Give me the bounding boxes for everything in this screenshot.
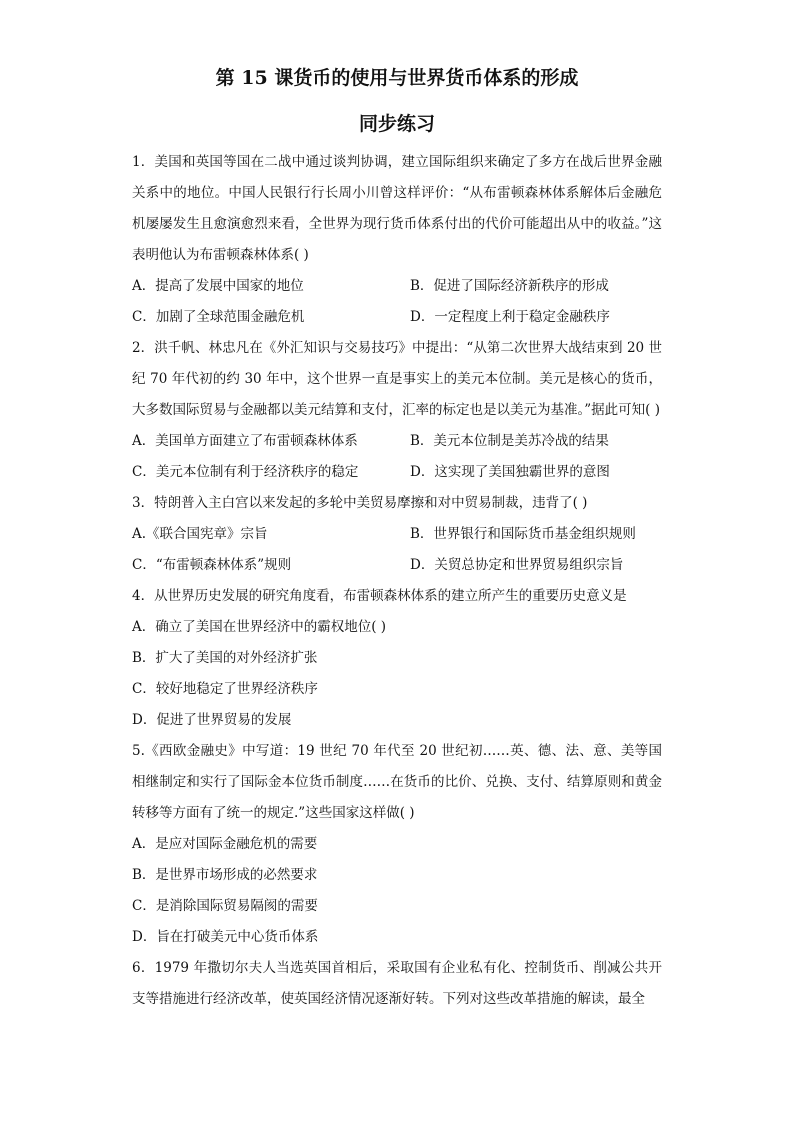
question-1-option-c: C．加剧了全球范围金融危机 (132, 309, 305, 325)
question-5 (132, 736, 662, 953)
question-1-option-d: D．一定程度上利于稳定金融秩序 (410, 309, 610, 325)
question-4-option-c: C．较好地稳定了世界经济秩序 (132, 681, 318, 697)
question-3-options-row-2 (132, 550, 662, 581)
question-1-options-row-1 (132, 271, 662, 302)
question-5-option-a: A．是应对国际金融危机的需要 (132, 836, 318, 852)
question-3-option-a: A.《联合国宪章》宗旨 (132, 526, 268, 542)
question-2-text: 2．洪千帆、林忠凡在《外汇知识与交易技巧》中提出：“从第二次世界大战结束到 20 世纪 70 年代初的约 30 年中，这个世界一直是事实上的美元本位制。美元是核心的货币，大多数国际贸易与金融都以美元结算和支付，汇率的标定也是以美元为基准。”据此可知( ) (132, 340, 662, 418)
question-5-option-c: C．是消除国际贸易隔阂的需要 (132, 898, 318, 914)
question-3-option-d: D．关贸总协定和世界贸易组织宗旨 (410, 557, 624, 573)
question-1-text: 1．美国和英国等国在二战中通过谈判协调，建立国际组织来确定了多方在战后世界金融关系中的地位。中国人民银行行长周小川曾这样评价：“从布雷顿森林体系解体后金融危机屡屡发生且愈演愈烈来看，全世界为现行货币体系付出的代价可能超出从中的收益。”这表明他认为布雷顿森林体系( ) (132, 154, 662, 263)
question-2-options-row-2 (132, 457, 662, 488)
question-1-option-b: B．促进了国际经济新秩序的形成 (410, 278, 609, 294)
question-3 (132, 488, 662, 581)
question-4 (132, 581, 662, 736)
question-3-options-row-1 (132, 519, 662, 550)
question-2-options-row-1 (132, 426, 662, 457)
document-content (132, 64, 662, 1015)
question-1-options-row-2 (132, 302, 662, 333)
question-4-text: 4．从世界历史发展的研究角度看，布雷顿森林体系的建立所产生的重要历史意义是 (132, 588, 627, 604)
question-3-option-c: C．“布雷顿森林体系”规则 (132, 557, 292, 573)
question-1 (132, 147, 662, 333)
question-6 (132, 953, 662, 1015)
document-subtitle: 同步练习 (358, 113, 435, 135)
question-3-option-b: B．世界银行和国际货币基金组织规则 (410, 526, 636, 542)
question-4-option-b: B．扩大了美国的对外经济扩张 (132, 650, 318, 666)
question-3-text: 3．特朗普入主白宫以来发起的多轮中美贸易摩擦和对中贸易制裁，违背了( ) (132, 495, 588, 511)
question-5-option-b: B．是世界市场形成的必然要求 (132, 867, 318, 883)
question-5-option-d: D．旨在打破美元中心货币体系 (132, 929, 319, 945)
question-2-option-d: D．这实现了美国独霸世界的意图 (410, 464, 610, 480)
question-1-option-a: A．提高了发展中国家的地位 (132, 278, 304, 294)
question-4-option-d: D．促进了世界贸易的发展 (132, 712, 292, 728)
question-6-text: 6．1979 年撒切尔夫人当选英国首相后，采取国有企业私有化、控制货币、削减公共开支等措施进行经济改革，使英国经济情况逐渐好转。下列对这些改革措施的解读，最全 (132, 960, 662, 1007)
question-2-option-b: B．美元本位制是美苏冷战的结果 (410, 433, 609, 449)
document-title: 第 15 课货币的使用与世界货币体系的形成 (215, 67, 579, 89)
question-4-option-a: A．确立了美国在世界经济中的霸权地位( ) (132, 619, 387, 635)
question-2 (132, 333, 662, 488)
question-2-option-a: A．美国单方面建立了布雷顿森林体系 (132, 433, 358, 449)
question-5-text: 5.《西欧金融史》中写道：19 世纪 70 年代至 20 世纪初……英、德、法、意、美等国相继制定和实行了国际金本位货币制度……在货币的比价、兑换、支付、结算原则和黄金转移等方面有了统一的规定.”这些国家这样做( ) (132, 743, 662, 821)
question-2-option-c: C．美元本位制有利于经济秩序的稳定 (132, 464, 359, 480)
